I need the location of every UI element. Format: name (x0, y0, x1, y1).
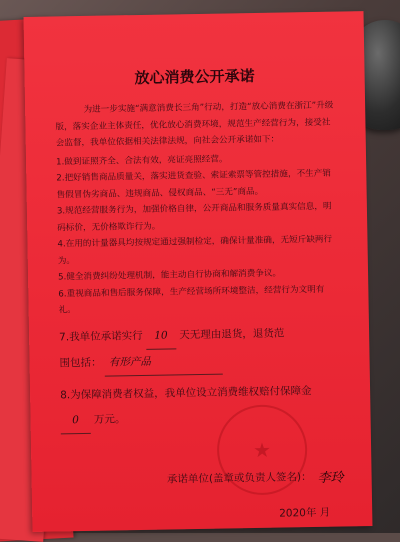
handwritten-signature: 李玲 (317, 470, 344, 486)
item7-prefix: 7.我单位承诺实行 (59, 329, 143, 343)
pledge-item-3: 3.规范经营服务行为，加强价格自律，公开商品和服务质量真实信息，明码标价，无价格欺诈行为。 (56, 201, 332, 233)
pledge-item-4: 4.在用的计量器具均按规定通过强制检定，确保计量准确，无短斤缺两行为。 (57, 234, 333, 266)
item8-suffix: 万元。 (93, 412, 126, 426)
pledge-sheet (24, 11, 373, 532)
item8-prefix: 8.为保障消费者权益，我单位设立消费维权赔付保障金 (60, 384, 312, 401)
pledge-item-5: 5.健全消费纠纷处理机制，能主动自行协商和解消费争议。 (57, 268, 282, 283)
document-title: 放心消费公开承诺 (134, 66, 255, 88)
pledge-item-7 (59, 320, 342, 377)
intro-paragraph: 为进一步实施“满意消费长三角”行动，打造“放心消费在浙江”升级版，落实企业主体责任，优化放心消费环境，规范生产经营行为，接受社会监督，我单位依据相关法律法规，向社会公开承诺如下： (55, 100, 334, 149)
pledge-item-2: 2.把好销售商品质量关，落实进货查验、索证索票等管控措施，不生产销售假冒伪劣商品、违规商品、侵权商品、“三无”商品。 (56, 168, 332, 200)
return-days-value: 10 (146, 323, 176, 350)
document-date: 2020年 月 (279, 506, 331, 520)
pledge-item-6: 6.重视商品和售后服务保障，生产经营场所环境整洁，经营行为文明有礼。 (58, 284, 325, 316)
signature-row (167, 466, 344, 488)
pledge-item-1: 1.做到证照齐全、合法有效，亮证亮照经营。 (55, 153, 228, 167)
seal-star-icon: ★ (252, 437, 272, 463)
return-scope-label: 围包括： (59, 356, 102, 369)
return-scope-value: 有形产品 (105, 348, 223, 376)
guarantee-amount-value: 0 (60, 407, 90, 434)
document-body (55, 98, 343, 434)
sign-label: 承诺单位(盖章或负责人签名)： (166, 471, 312, 486)
item7-suffix: 天无理由退货，退货范 (179, 327, 285, 341)
